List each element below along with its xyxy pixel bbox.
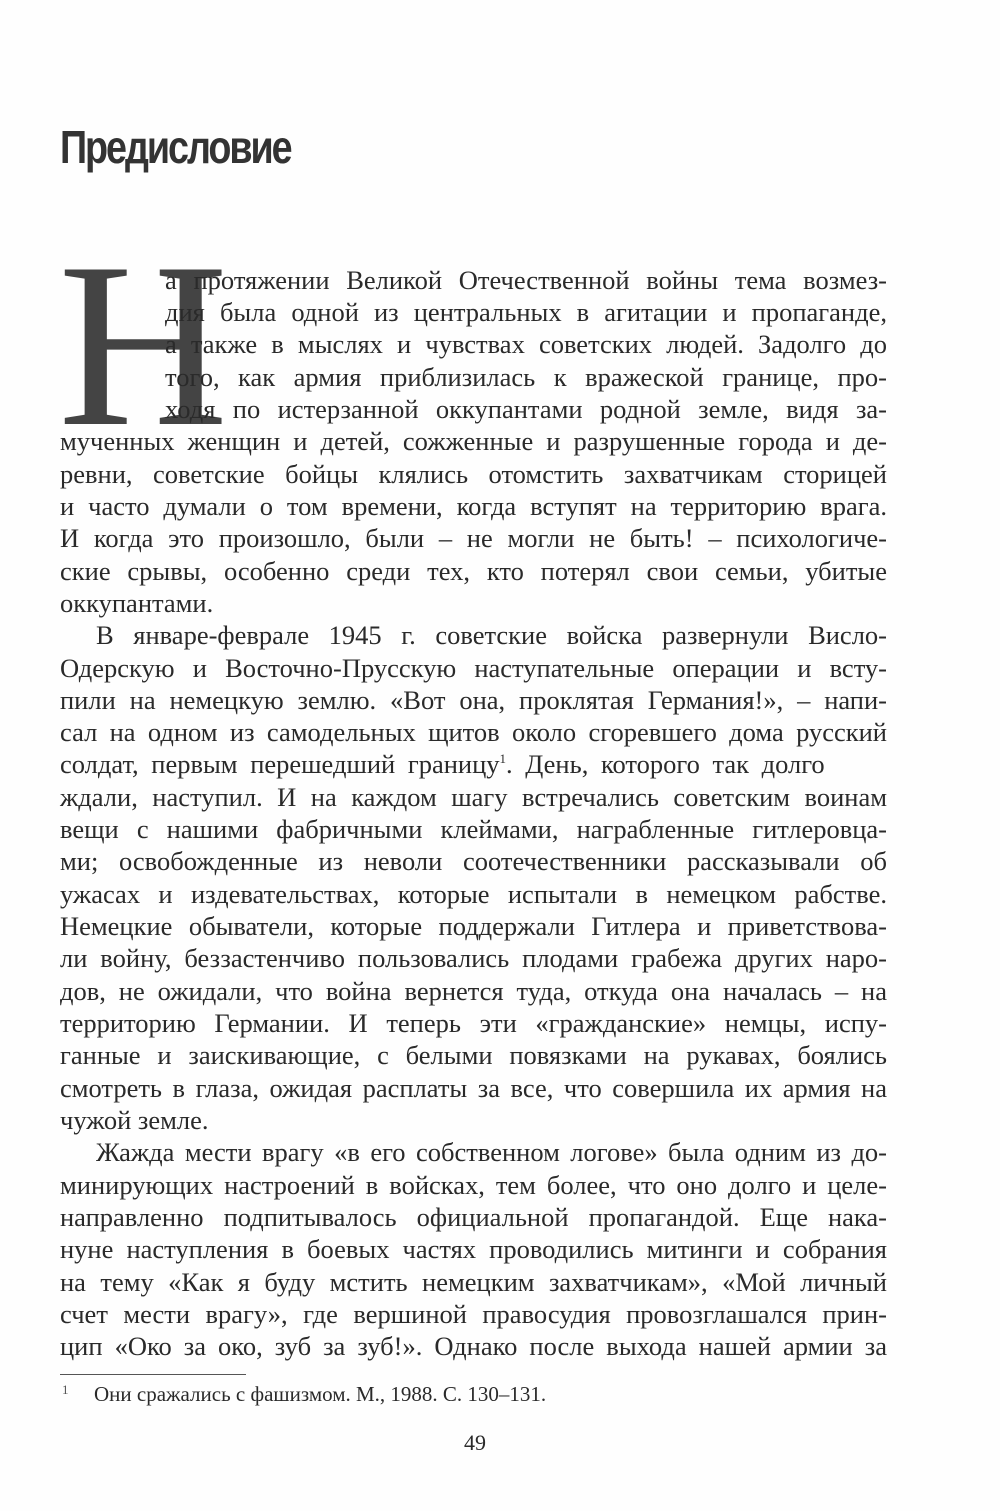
text-line: ганные и заискивающие, с белыми повязками на рукавах, боялись: [60, 1040, 887, 1070]
text-line: ские срывы, особенно среди тех, кто потерял свои семьи, убитые: [60, 556, 887, 586]
text-line: счет мести врагу», где вершиной правосудия провозглашался прин-: [60, 1299, 887, 1329]
text-line: ходя по истерзанной оккупантами родной земле, видя за-: [165, 394, 887, 424]
text-line: ревни, советские бойцы клялись отомстить захватчикам сторицей: [60, 459, 887, 489]
text-line-part: . День, которого так долго: [506, 749, 825, 779]
text-line: ждали, наступил. И на каждом шагу встречались советским воинам: [60, 782, 887, 812]
text-line: [60, 748, 887, 780]
text-line: сал на одном из самодельных щитов около сгоревшего дома русский: [60, 717, 887, 747]
footnote-number: 1: [62, 1382, 69, 1397]
text-line: дов, не ожидали, что война вернется туда, откуда она началась – на: [60, 976, 887, 1006]
text-line: смотреть в глаза, ожидая расплаты за все, что совершила их армия на: [60, 1073, 887, 1103]
text-line: территорию Германии. И теперь эти «гражданские» немцы, испу-: [60, 1008, 887, 1038]
text-line: минирующих настроений в войсках, тем более, что оно долго и целе-: [60, 1170, 887, 1200]
text-line: Жажда мести врагу «в его собственном логове» была одним из до-: [96, 1137, 887, 1167]
text-line: вещи с нашими фабричными клеймами, награбленные гитлеровца-: [60, 814, 887, 844]
text-line: Немецкие обыватели, которые поддержали Гитлера и приветствова-: [60, 911, 887, 941]
text-line: а также в мыслях и чувствах советских людей. Задолго до: [165, 329, 887, 359]
footnote-divider: [60, 1374, 246, 1375]
text-line: ми; освобожденные из неволи соотечественники рассказывали об: [60, 846, 887, 876]
page-number: 49: [464, 1430, 486, 1455]
text-line: ли войну, беззастенчиво пользовались плодами грабежа других наро-: [60, 943, 887, 973]
text-line: нуне наступления в боевых частях проводились митинги и собрания: [60, 1234, 887, 1264]
text-line: и часто думали о том времени, когда вступят на территорию врага.: [60, 491, 887, 521]
drop-cap: Н: [58, 215, 229, 476]
text-line: ужасах и издевательствах, которые испытали в немецком рабстве.: [60, 879, 887, 909]
text-line: мученных женщин и детей, сожженные и разрушенные города и де-: [60, 426, 887, 456]
text-line: И когда это произошло, были – не могли не быть! – психологиче-: [60, 523, 887, 553]
text-line: направленно подпитывалось официальной пропагандой. Еще нака-: [60, 1202, 887, 1232]
footnote-marker[interactable]: 1: [499, 751, 507, 766]
text-line: чужой земле.: [60, 1105, 209, 1135]
text-line: цип «Око за око, зуб за зуб!». Однако после выхода нашей армии за: [60, 1331, 887, 1361]
text-line: того, как армия приблизилась к вражеской границе, про-: [165, 362, 887, 392]
text-line: пили на немецкую землю. «Вот она, проклятая Германия!», – напи-: [60, 685, 887, 715]
text-line: дия была одной из центральных в агитации и пропаганде,: [165, 297, 887, 327]
text-line: В январе-феврале 1945 г. советские войска развернули Висло-: [96, 620, 887, 650]
text-line: оккупантами.: [60, 588, 214, 618]
chapter-heading: Предисловие: [60, 121, 291, 173]
text-line-part: солдат, первым перешедший границу: [60, 749, 500, 779]
text-line: а протяжении Великой Отечественной войны тема возмез-: [165, 265, 887, 295]
footnote-text: Они сражались с фашизмом. М., 1988. С. 130–131.: [94, 1382, 547, 1406]
text-line: на тему «Как я буду мстить немецким захватчикам», «Мой личный: [60, 1267, 887, 1297]
text-line: Одерскую и Восточно-Прусскую наступательные операции и всту-: [60, 653, 887, 683]
